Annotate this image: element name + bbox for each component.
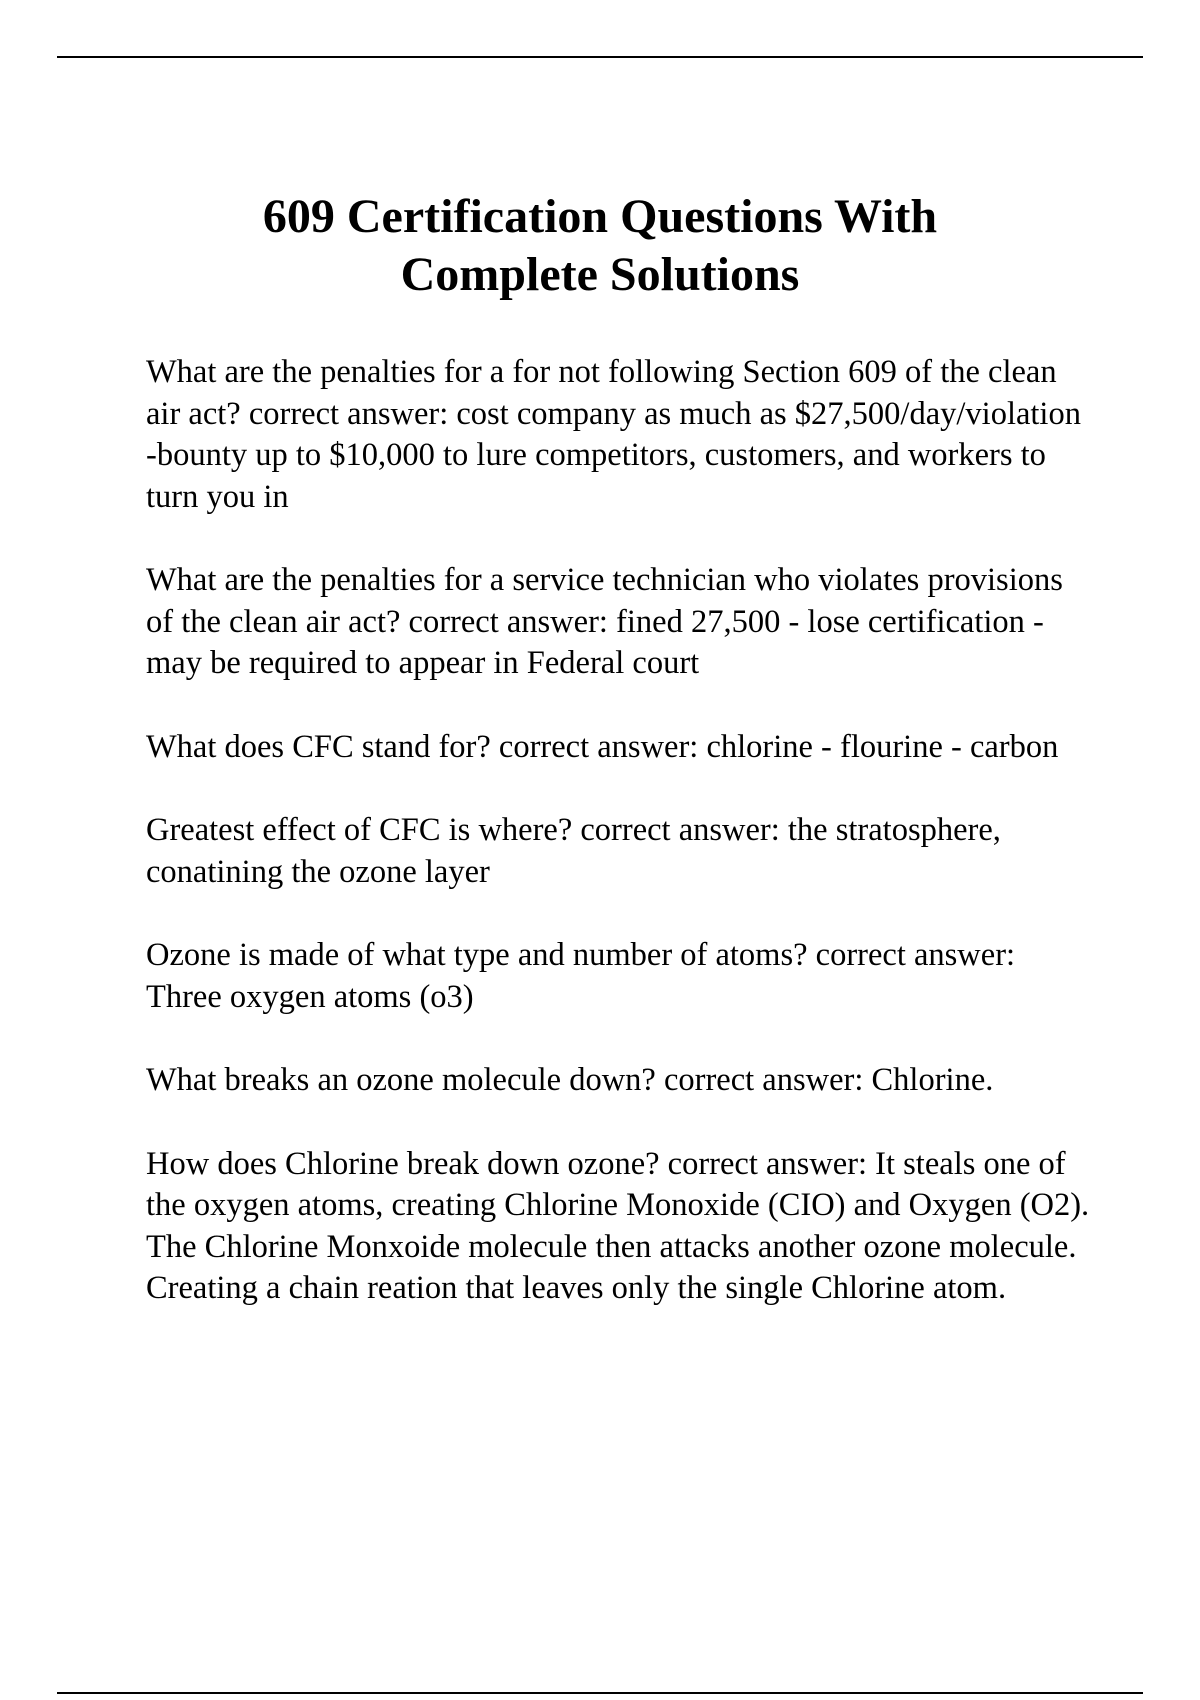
qa-item-4: Greatest effect of CFC is where? correct answer: the stratosphere, conatining the ozone layer: [146, 812, 1001, 890]
qa-item-3: What does CFC stand for? correct answer: chlorine - flourine - carbon: [146, 728, 1059, 765]
qa-item-6: What breaks an ozone molecule down? correct answer: Chlorine.: [146, 1062, 994, 1098]
qa-item-7: How does Chlorine break down ozone? correct answer: It steals one of the oxygen atoms, creating Chlorine Monoxide (CIO) and Oxygen (O2). The Chlorine Monxoide molecule then attacks another ozone molecule. Creating a chain reation that leaves only the single Chlorine atom.: [146, 1145, 1090, 1306]
qa-item-1: What are the penalties for a for not following Section 609 of the clean air act? correct answer: cost company as much as $27,500/day/violation -bounty up to $10,000 to lure competitors, customers, and workers to turn you in: [146, 354, 1081, 515]
bottom-divider: [57, 1692, 1143, 1694]
qa-list: [146, 352, 1096, 1352]
top-divider: [57, 56, 1143, 58]
qa-item-2: What are the penalties for a service technician who violates provisions of the clean air act? correct answer: fined 27,500 - lose certification -may be required to appear in Federal court: [146, 562, 1063, 681]
qa-item-5: Ozone is made of what type and number of atoms? correct answer: Three oxygen atoms (o3): [146, 937, 1016, 1015]
page-title: 609 Certification Questions With Complete Solutions: [262, 190, 938, 301]
